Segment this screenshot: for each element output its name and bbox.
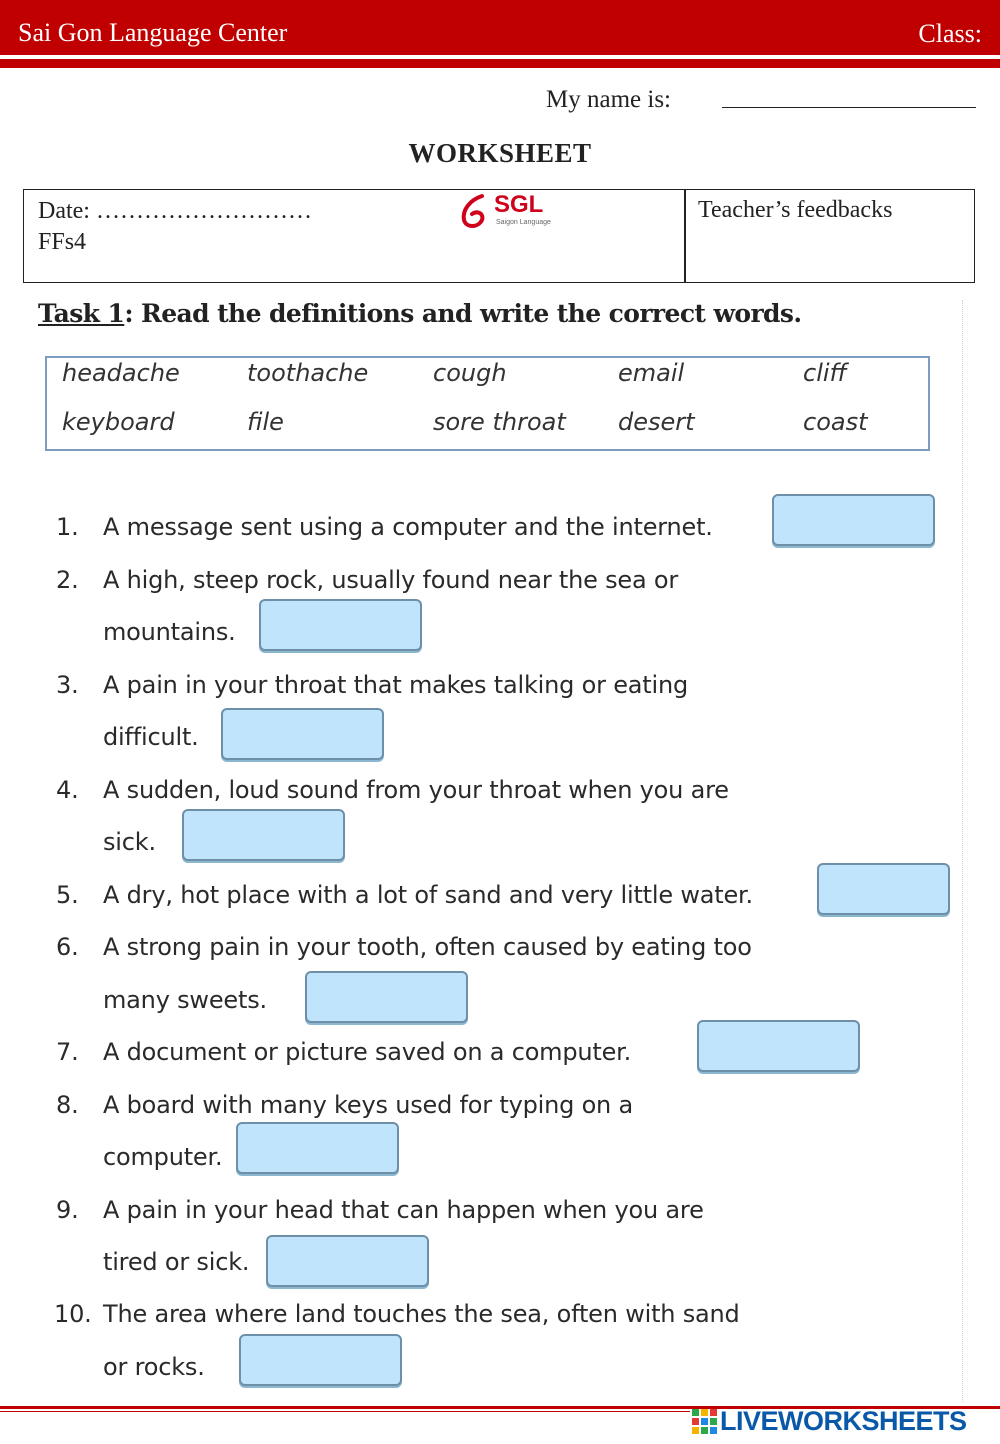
answer-input-1[interactable] [772,494,935,546]
logo-name: SGL [494,191,544,218]
word-bank-item: headache [62,359,180,387]
word-bank-item: keyboard [62,408,175,436]
answer-input-5[interactable] [817,863,950,915]
question-text: A board with many keys used for typing on a [103,1091,633,1119]
word-bank-item: desert [618,408,695,436]
logo-subtitle: Saigon Language [496,219,551,226]
task-label: Task 1 [38,299,125,328]
question-text: A message sent using a computer and the internet. [103,513,713,541]
question-number: 9. [56,1196,79,1224]
question-text: A high, steep rock, usually found near the sea or [103,566,679,594]
page-title: WORKSHEET [408,138,592,168]
liveworksheets-logo [692,1405,992,1437]
question-text: A pain in your head that can happen when you are [103,1196,704,1224]
task-instruction: : Read the definitions and write the correct words. [124,299,802,328]
question-text: tired or sick. [103,1248,250,1276]
name-label: My name is: [546,86,671,113]
question-text: A pain in your throat that makes talking or eating [103,671,688,699]
question-text: A dry, hot place with a lot of sand and very little water. [103,881,753,909]
answer-input-9[interactable] [266,1235,429,1287]
info-divider [684,190,686,282]
word-bank-item: sore throat [433,408,566,436]
name-line [722,107,976,108]
answer-input-2[interactable] [259,599,422,651]
class-code: FFs4 [38,229,87,255]
question-text: A strong pain in your tooth, often caused by eating too [103,933,752,961]
question-text: sick. [103,828,156,856]
task-heading [38,299,802,328]
info-table [23,189,975,283]
class-label: Class: [918,19,982,48]
question-text: The area where land touches the sea, often with sand [103,1300,740,1328]
question-text: difficult. [103,723,199,751]
question-number: 6. [56,933,79,961]
date-field: Date: ……………………… [38,198,312,224]
question-number: 5. [56,881,79,909]
question-text: many sweets. [103,986,267,1014]
word-bank-item: toothache [247,359,369,387]
center-name: Sai Gon Language Center [18,18,288,47]
word-bank-item: email [618,359,685,387]
word-bank-item: file [247,408,284,436]
answer-input-8[interactable] [236,1122,399,1174]
sgl-logo [456,192,566,236]
question-number: 2. [56,566,79,594]
question-number: 8. [56,1091,79,1119]
header-bar [0,0,1000,55]
liveworksheets-grid-icon [692,1409,718,1435]
question-text: mountains. [103,618,236,646]
footer-divider-thin [0,1411,690,1412]
question-number: 7. [56,1038,79,1066]
liveworksheets-brand: LIVEWORKSHEETS [720,1406,967,1436]
task-frame [30,300,963,1402]
question-number: 10. [54,1300,92,1328]
word-bank-item: coast [803,408,868,436]
question-text: A document or picture saved on a computer. [103,1038,632,1066]
answer-input-3[interactable] [221,708,384,760]
answer-input-4[interactable] [182,809,345,861]
question-number: 4. [56,776,79,804]
question-text: A sudden, loud sound from your throat when you are [103,776,729,804]
header-divider [0,59,1000,68]
question-text: computer. [103,1143,223,1171]
question-number: 3. [56,671,79,699]
word-bank-item: cough [433,359,507,387]
answer-input-10[interactable] [239,1334,402,1386]
question-number: 1. [56,513,79,541]
word-bank-item: cliff [803,359,847,387]
question-text: or rocks. [103,1353,205,1381]
answer-input-6[interactable] [305,971,468,1023]
answer-input-7[interactable] [697,1020,860,1072]
sgl-swirl-icon [456,192,496,232]
teacher-feedback-label: Teacher’s feedbacks [698,197,893,223]
